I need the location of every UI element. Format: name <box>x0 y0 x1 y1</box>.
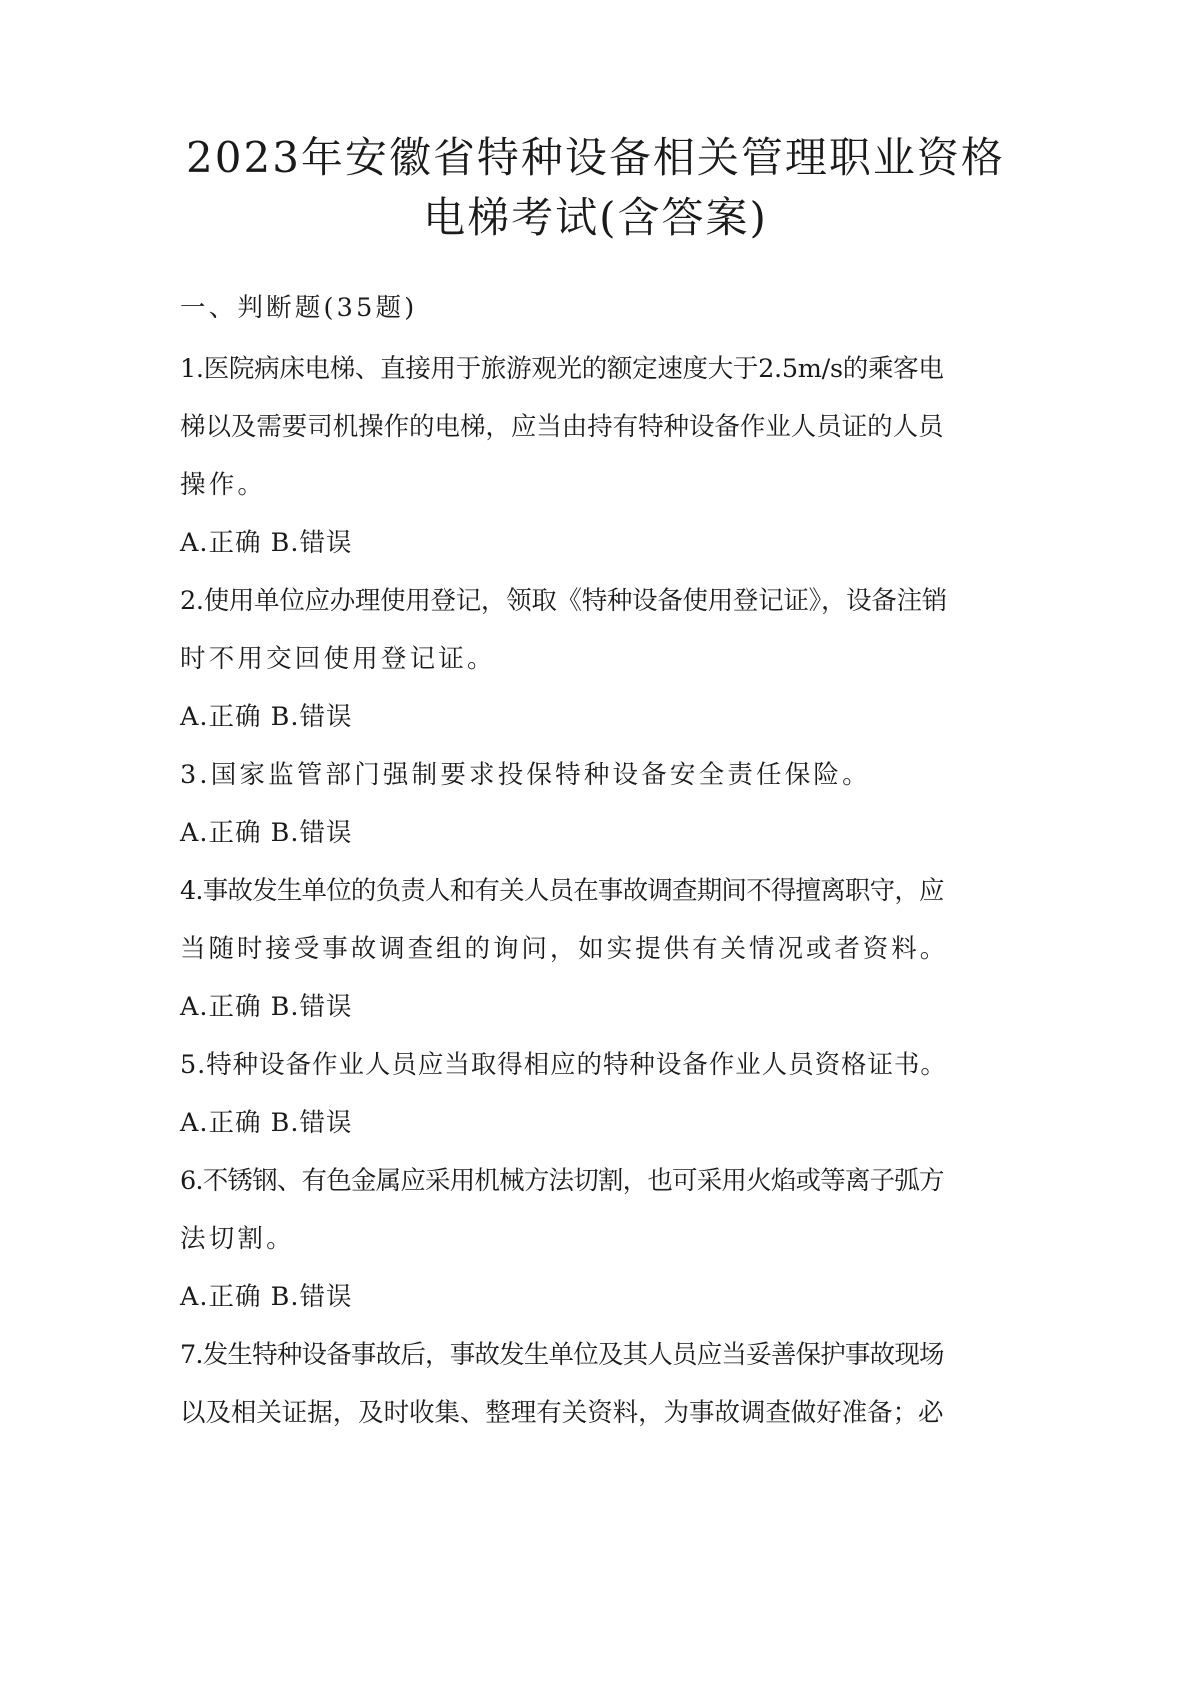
question-1-line-3: 操作。 <box>180 470 267 500</box>
question-3-line-1: 3.国家监管部门强制要求投保特种设备安全责任保险。 <box>180 760 871 790</box>
question-2-options: A.正确 B.错误 <box>180 702 353 732</box>
question-1-line-1: 1.医院病床电梯、直接用于旅游观光的额定速度大于2.5m/s的乘客电 <box>180 354 944 384</box>
question-4-line-1: 4.事故发生单位的负责人和有关人员在事故调查期间不得擅离职守，应 <box>180 876 944 906</box>
question-1-options: A.正确 B.错误 <box>180 528 353 558</box>
question-4-line-2: 当随时接受事故调查组的询问，如实提供有关情况或者资料。 <box>180 934 949 964</box>
question-7-line-2: 以及相关证据，及时收集、整理有关资料，为事故调查做好准备；必 <box>180 1398 944 1428</box>
question-2-line-1: 2.使用单位应办理使用登记，领取《特种设备使用登记证》，设备注销 <box>180 586 947 616</box>
question-1-line-2: 梯以及需要司机操作的电梯，应当由持有特种设备作业人员证的人员 <box>180 412 944 442</box>
document-title-line-2: 电梯考试(含答案) <box>423 193 768 242</box>
question-2-line-2: 时不用交回使用登记证。 <box>180 644 496 674</box>
question-6-line-2: 法切割。 <box>180 1224 295 1254</box>
question-5-line-1: 5.特种设备作业人员应当取得相应的特种设备作业人员资格证书。 <box>180 1050 947 1080</box>
question-5-options: A.正确 B.错误 <box>180 1108 353 1138</box>
document-title-line-1: 2023年安徽省特种设备相关管理职业资格 <box>186 133 1005 182</box>
question-4-options: A.正确 B.错误 <box>180 992 353 1022</box>
question-6-options: A.正确 B.错误 <box>180 1282 353 1312</box>
question-3-options: A.正确 B.错误 <box>180 818 353 848</box>
question-7-line-1: 7.发生特种设备事故后，事故发生单位及其人员应当妥善保护事故现场 <box>180 1340 944 1370</box>
question-6-line-1: 6.不锈钢、有色金属应采用机械方法切割，也可采用火焰或等离子弧方 <box>180 1166 944 1196</box>
section-heading: 一、判断题(35题) <box>180 293 418 323</box>
